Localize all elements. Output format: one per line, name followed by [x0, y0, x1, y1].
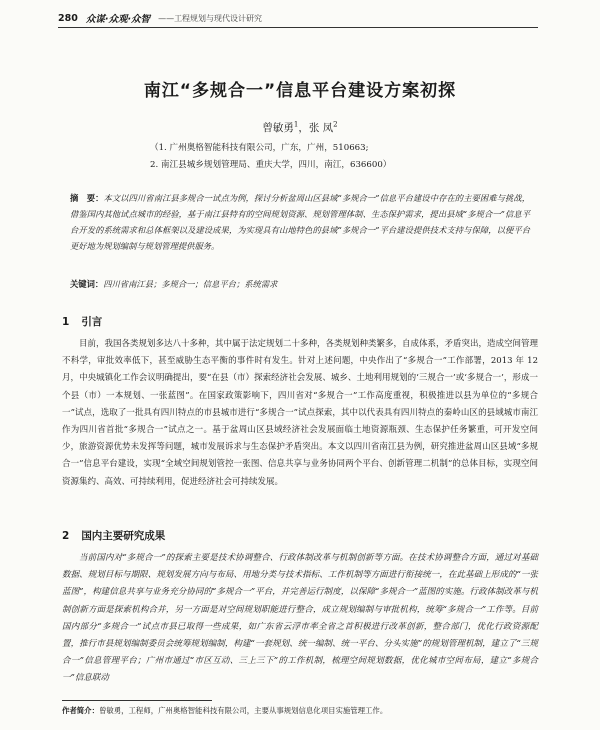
footnote-label: 作者简介： — [62, 706, 99, 715]
journal-name: 众谋·众观·众智 — [85, 14, 151, 25]
affiliations — [150, 140, 480, 174]
affiliation-line: （1. 广州奥格智能科技有限公司，广东，广州，510663; — [150, 143, 369, 153]
abstract-text: 本文以四川省南江县多规合一试点为例，探讨分析盆周山区县域“多规合一”信息平台建设中存在的主要困难与挑战，借鉴国内其他试点城市的经验，基于南江县特有的空间规划资源、规划管理体制、生态保护需求，提出县域“多规合一”信息平台开发的系统需求和总体框架以及建设成果，为实现具有山地特色的县域“多规合一”平台建设提供技术支持与保障，以便平台更好地为规划编制与规划管理提供服务。 — [70, 193, 530, 251]
author-name: 曾敏勇 — [262, 122, 294, 134]
author-affil-mark: 1 — [293, 120, 299, 129]
abstract — [70, 190, 530, 254]
body-paragraph: 目前，我国各类规划多达八十多种，其中属于法定规划二十多种，各类规划种类繁多，自成体系，矛盾突出，造成空间管理不科学，审批效率低下，甚至威胁生态平衡的事件时有发生。针对上述问题，中央作出了“多规合一”工作部署，2013 年 12 月，中央城镇化工作会议明确提出，要“在县（市）探索经济社会发展、城乡、土地利用规划的‘三规合一’或‘多规合一’，形成一个县（市）一本规划、一张蓝图”。在国家政策影响下，四川省对“多规合一”工作高度重视，积极推进以县为单位的“多规合一”试点，选取了一批具有四川特点的市县城市进行“多规合一”试点探索，其中以代表具有四川特点的秦岭山区的县域城市南江作为四川省首批“多规合一”试点之一。基于盆周山区县域经济社会发展面临土地资源瓶颈、生态保护任务繁重，可开发空间少，旅游资源优势未发挥等问题，城市发展诉求与生态保护矛盾突出。本文以四川省南江县为例，研究推进盆周山区县域“多规合一”信息平台建设，实现“全域空间规划管控一张图、信息共享与业务协同两个平台、创新管理二机制”的总体目标，实现空间资源集约、高效、可持续利用，促进经济社会可持续发展。 — [62, 339, 539, 487]
paper-title: 南江“多规合一”信息平台建设方案初探 — [143, 81, 457, 101]
footnote-text: 曾敏勇，工程师，广州奥格智能科技有限公司，主要从事规划信息化项目实施管理工作。 — [98, 706, 388, 715]
author-affil-mark: 2 — [333, 120, 338, 129]
section-title: 国内主要研究成果 — [81, 530, 166, 542]
header-section: ——工程规划与现代设计研究 — [158, 13, 263, 23]
header-rule — [58, 27, 538, 28]
affiliation-line: 2. 南江县城乡规划管理局、重庆大学，四川，南江，636600） — [150, 160, 392, 170]
abstract-label: 摘 要： — [70, 193, 104, 203]
author-name: 张 凤 — [308, 122, 334, 134]
page-number: 280 — [58, 12, 78, 24]
section-heading — [62, 314, 102, 329]
keywords — [70, 278, 530, 290]
section-title: 引言 — [81, 316, 103, 328]
footnote-rule — [62, 700, 212, 701]
keywords-text: 四川省南江县；多规合一；信息平台；系统需求 — [103, 279, 278, 289]
running-header — [58, 10, 538, 26]
section-heading — [62, 528, 165, 543]
body-paragraph: 当前国内对“多规合一”的探索主要是技术协调整合、行政体制改革与机制创新等方面。在技术协调整合方面，通过对基础数据、规划目标与期限、规划发展方向与布局、用地分类与技术指标、工作机制等方面进行衔接统一，在此基础上形成的“一张蓝图”，构建信息共享与业务充分协同的“多规合一”平台，并完善运行制度，以保障“多规合一”蓝图的实施。行政体制改革与机制创新方面是探索机构合并，另一方面是对空间规划职能进行整合，成立规划编制与审批机构，统筹“多规合一”工作等。目前国内部分“多规合一”试点市县已取得一些成果，如广东省云浮市率全省之首积极进行改革创新，整合部门，优化行政资源配置，推行市县规划编制委员会统筹规划编制，构建“一套规划、统一编制、统一平台、分头实施”的规划管理机制，建立了“三规合一”信息管理平台；广州市通过“市区互动、三上三下”的工作机制，梳理空间规划数据，优化城市空间布局，建立“多规合一”信息联动 — [62, 553, 538, 684]
section-number: 2 — [62, 530, 70, 542]
keywords-label: 关键词： — [70, 279, 104, 289]
author-line — [0, 120, 600, 135]
author-footnote — [62, 705, 538, 716]
section-number: 1 — [62, 316, 70, 328]
author-separator: ， — [298, 122, 309, 134]
